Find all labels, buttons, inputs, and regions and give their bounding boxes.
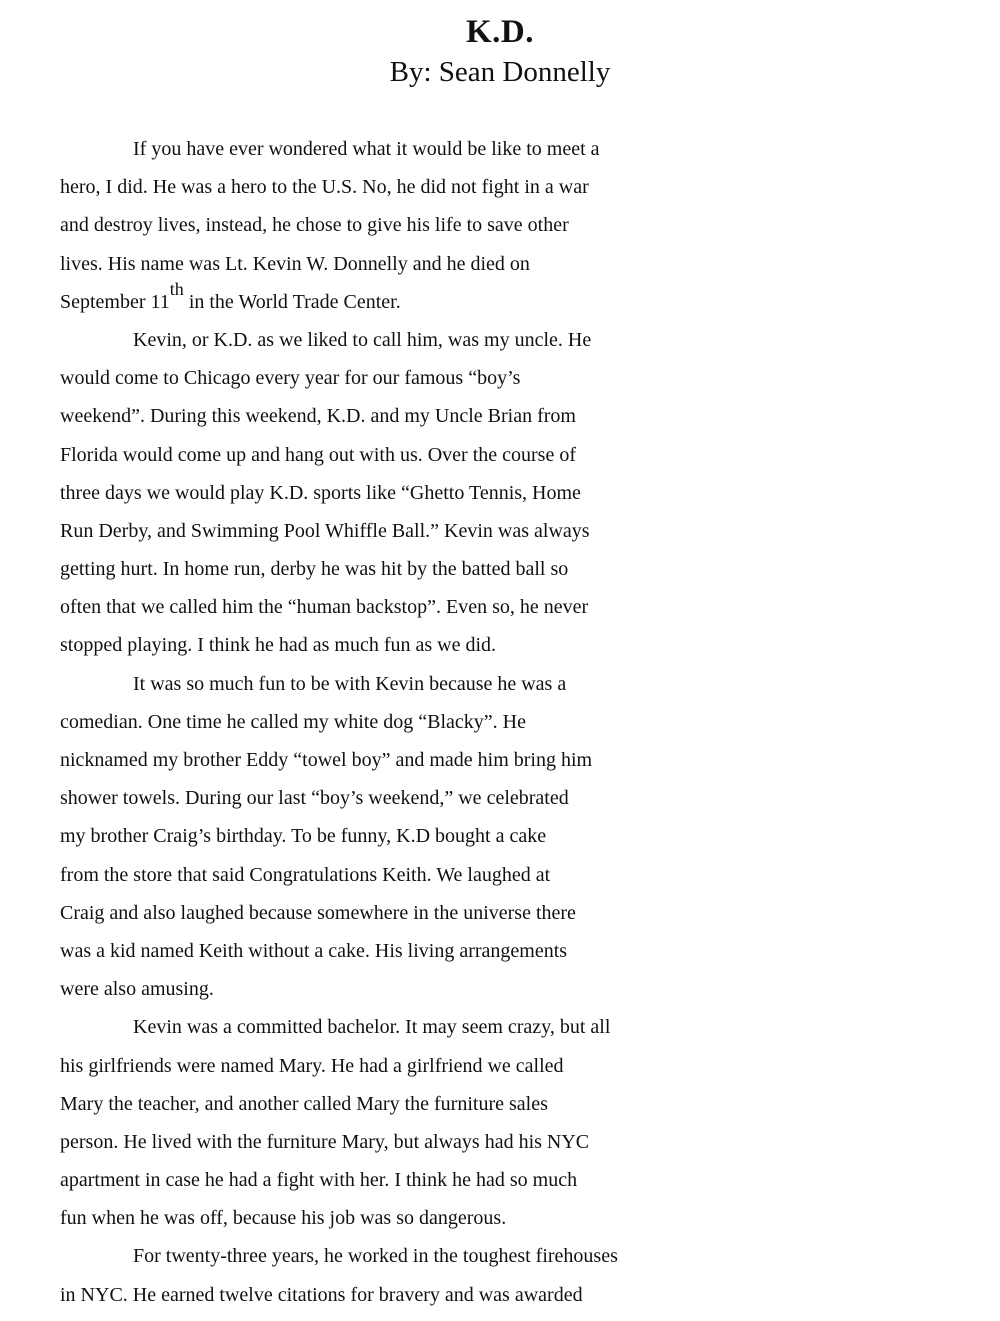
line-text: fun when he was off, because his job was so dangerous. (60, 1207, 507, 1230)
line-text: Run Derby, and Swimming Pool Whiffle Ball.” Kevin was always (60, 519, 590, 542)
text-line (60, 856, 1000, 894)
line-text: stopped playing. I think he had as much fun as we did. (60, 634, 497, 657)
line-text: would come to Chicago every year for our famous “boy’s (60, 367, 521, 390)
line-text: my brother Craig’s birthday. To be funny, K.D bought a cake (60, 825, 547, 848)
text-line (133, 321, 1000, 359)
text-line (60, 741, 1000, 779)
line-text: lives. His name was Lt. Kevin W. Donnelly and he died on (60, 252, 530, 275)
text-line (60, 817, 1000, 855)
text-line (133, 130, 1000, 168)
text-line (60, 436, 1000, 474)
ordinal-superscript: th (169, 278, 184, 299)
document-title: K.D. (466, 14, 534, 50)
line-text: nicknamed my brother Eddy “towel boy” and made him bring him (60, 749, 593, 771)
text-line (60, 1085, 1000, 1123)
essay-body (0, 130, 1000, 1314)
document-byline: By: Sean Donnelly (389, 56, 611, 88)
text-line (60, 626, 1000, 664)
text-line (60, 278, 1000, 321)
text-line (60, 588, 1000, 626)
line-text: apartment in case he had a fight with her. I think he had so much (60, 1169, 578, 1192)
text-line (60, 970, 1000, 1008)
line-text: Kevin, or K.D. as we liked to call him, was my uncle. He (133, 328, 592, 351)
text-line (60, 512, 1000, 550)
line-text: Mary the teacher, and another called Mary the furniture sales (60, 1092, 548, 1115)
line-text: Kevin was a committed bachelor. It may seem crazy, but all (133, 1016, 611, 1039)
text-line (60, 779, 1000, 817)
text-line (60, 550, 1000, 588)
text-line (60, 245, 1000, 283)
text-line (60, 703, 1000, 741)
text-line (60, 894, 1000, 932)
line-text: Florida would come up and hang out with us. Over the course of (60, 443, 577, 466)
line-text: getting hurt. In home run, derby he was hit by the batted ball so (60, 558, 569, 581)
line-text: weekend”. During this weekend, K.D. and my Uncle Brian from (60, 405, 576, 428)
line-text: often that we called him the “human backstop”. Even so, he never (60, 596, 589, 619)
text-line (60, 1123, 1000, 1161)
text-line (60, 1276, 1000, 1314)
line-text: If you have ever wondered what it would be like to meet a (133, 138, 600, 160)
text-line (60, 206, 1000, 244)
text-line (60, 1047, 1000, 1085)
text-line (60, 397, 1000, 435)
text-line (133, 665, 1000, 703)
line-text: in NYC. He earned twelve citations for bravery and was awarded (60, 1283, 583, 1306)
line-text: from the store that said Congratulations Keith. We laughed at (60, 863, 551, 886)
text-line (60, 1199, 1000, 1237)
line-text: hero, I did. He was a hero to the U.S. No, he did not fight in a war (60, 176, 589, 199)
line-text: person. He lived with the furniture Mary, but always had his NYC (60, 1130, 590, 1153)
line-text-continued: in the World Trade Center. (183, 290, 401, 313)
line-text: comedian. One time he called my white dog “Blacky”. He (60, 710, 526, 733)
text-line (133, 1237, 1000, 1275)
line-text: three days we would play K.D. sports like “Ghetto Tennis, Home (60, 481, 581, 504)
line-text: and destroy lives, instead, he chose to give his life to save other (60, 214, 569, 237)
line-text: For twenty-three years, he worked in the toughest firehouses (133, 1245, 618, 1268)
text-line (60, 474, 1000, 512)
line-text: September 11 (60, 290, 170, 313)
text-line (60, 359, 1000, 397)
line-text: Craig and also laughed because somewhere in the universe there (60, 901, 576, 924)
text-line (60, 932, 1000, 970)
line-text: were also amusing. (60, 978, 214, 1001)
line-text: his girlfriends were named Mary. He had a girlfriend we called (60, 1054, 564, 1077)
text-line (133, 1008, 1000, 1046)
text-line (60, 1161, 1000, 1199)
line-text: was a kid named Keith without a cake. His living arrangements (60, 939, 568, 962)
line-text: It was so much fun to be with Kevin because he was a (133, 672, 567, 695)
text-line (60, 168, 1000, 206)
line-text: shower towels. During our last “boy’s weekend,” we celebrated (60, 787, 569, 810)
